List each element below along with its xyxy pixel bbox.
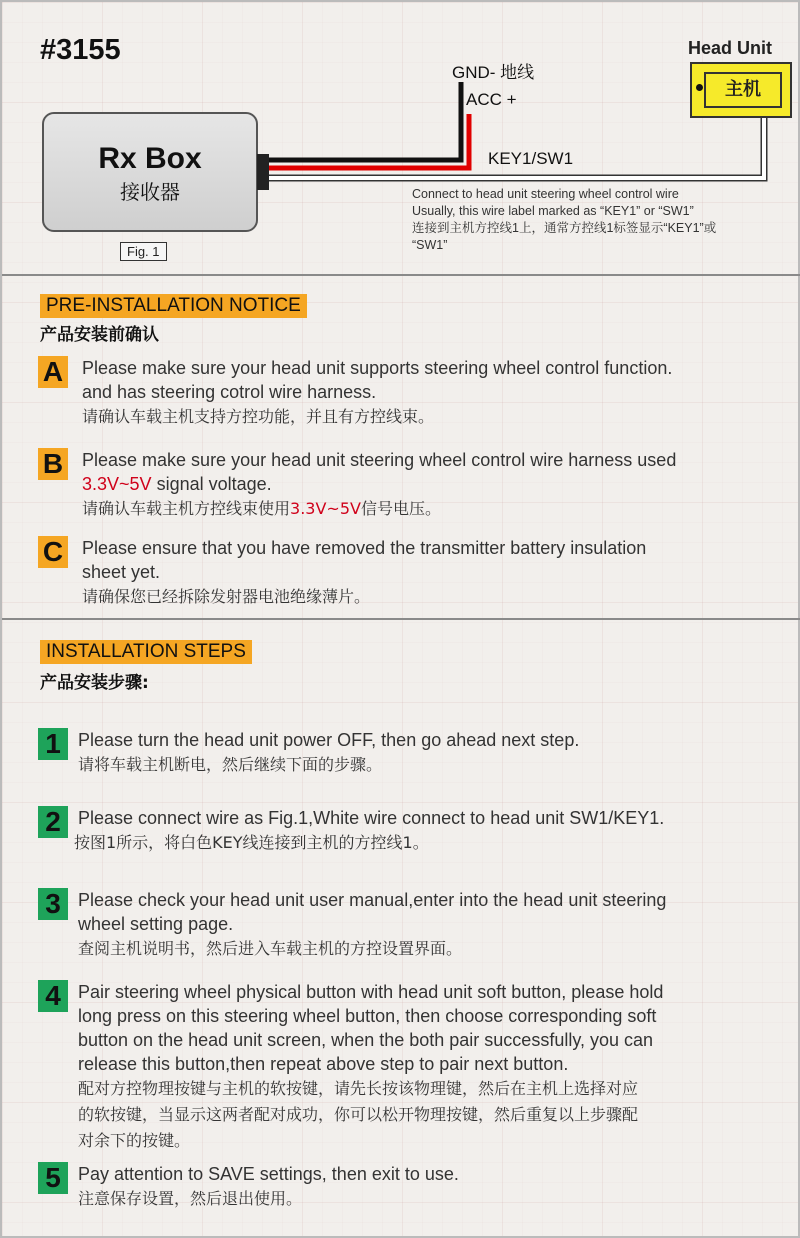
rx-box-title: Rx Box [98, 142, 202, 175]
step-badge-4: 4 [38, 980, 68, 1012]
step-text: wheel setting page. [78, 914, 234, 934]
section-divider [2, 274, 800, 276]
voltage-highlight-cn: 3.3V~5V [290, 499, 361, 518]
pre-install-title: PRE-INSTALLATION NOTICE [40, 294, 307, 318]
step-text: Please connect wire as Fig.1,White wire connect to head unit SW1/KEY1. [78, 808, 665, 828]
step-text: Please check your head unit user manual,enter into the head unit steering [78, 890, 667, 910]
acc-label: ACC + [466, 90, 517, 109]
pre-install-subtitle: 产品安装前确认 [40, 325, 159, 345]
notice-text [82, 472, 790, 496]
notice-text: and has steering cotrol wire harness. [82, 382, 377, 402]
rx-box [42, 112, 258, 232]
head-unit-label: 主机 [704, 72, 782, 108]
step-badge-1: 1 [38, 728, 68, 760]
wire-note-line: 连接到主机方控线1上，通常方控线1标签显示“KEY1”或 [412, 221, 717, 235]
head-unit-box [690, 62, 792, 118]
step-text-cn: 注意保存设置，然后退出使用。 [78, 1189, 303, 1208]
notice-item-a [38, 356, 790, 430]
step-text: button on the head unit screen, when the both pair successfully, you can [78, 1030, 654, 1050]
notice-badge-c: C [38, 536, 68, 568]
notice-item-c [38, 536, 790, 610]
install-title: INSTALLATION STEPS [40, 640, 252, 664]
install-subtitle: 产品安装步骤: [40, 673, 149, 693]
step-text-cn: 查阅主机说明书，然后进入车载主机的方控设置界面。 [78, 939, 463, 958]
key1-label: KEY1/SW1 [488, 149, 574, 168]
notice-text-cn [82, 496, 790, 522]
step-badge-3: 3 [38, 888, 68, 920]
step-text-cn: 请将车载主机断电，然后继续下面的步骤。 [78, 755, 383, 774]
notice-text-cn: 请确认车载主机支持方控功能，并且有方控线束。 [82, 407, 435, 426]
step-text: Pair steering wheel physical button with head unit soft button, please hold [78, 982, 664, 1002]
step-1 [38, 728, 790, 778]
model-number: #3155 [40, 34, 121, 66]
step-text: Please turn the head unit power OFF, then go ahead next step. [78, 730, 580, 750]
rx-box-connector [257, 154, 269, 190]
gnd-wire [268, 82, 461, 160]
notice-item-b [38, 448, 790, 522]
wire-note-line: Usually, this wire label marked as “KEY1” or “SW1” [412, 204, 694, 218]
rx-box-title-cn: 接收器 [120, 180, 180, 204]
step-text: release this button,then repeat above step to pair next button. [78, 1054, 569, 1074]
step-2 [38, 806, 790, 856]
step-text-cn: 按图1所示，将白色KEY线连接到主机的方控线1。 [74, 833, 429, 852]
voltage-highlight: 3.3V~5V [82, 474, 152, 494]
notice-text: Please make sure your head unit steering wheel control wire harness used [82, 450, 677, 470]
notice-text: Please make sure your head unit supports steering wheel control function. [82, 358, 673, 378]
notice-text-rest: signal voltage. [151, 474, 272, 494]
gnd-label: GND- 地线 [452, 63, 535, 82]
step-text: long press on this steering wheel button, then choose corresponding soft [78, 1006, 657, 1026]
step-badge-5: 5 [38, 1162, 68, 1194]
notice-text: Please ensure that you have removed the transmitter battery insulation [82, 538, 647, 558]
notice-text-cn: 请确保您已经拆除发射器电池绝缘薄片。 [82, 587, 371, 606]
head-unit-dot [696, 84, 703, 91]
wire-note-line: Connect to head unit steering wheel control wire [412, 187, 679, 201]
step-4 [38, 980, 790, 1154]
step-5 [38, 1162, 790, 1212]
step-badge-2: 2 [38, 806, 68, 838]
notice-badge-b: B [38, 448, 68, 480]
wire-note-line: “SW1” [412, 238, 448, 252]
notice-text-cn-post: 信号电压。 [360, 499, 441, 518]
notice-text-cn-pre: 请确认车载主机方控线束使用 [82, 499, 291, 518]
step-text-cn: 对余下的按键。 [78, 1131, 191, 1150]
step-text-cn: 的软按键，当显示这两者配对成功，你可以松开物理按键，然后重复以上步骤配 [78, 1105, 639, 1124]
head-unit-title: Head Unit [688, 38, 773, 58]
wire-note [412, 186, 800, 254]
step-3 [38, 888, 790, 962]
section-divider [2, 618, 800, 620]
step-text-cn: 配对方控物理按键与主机的软按键，请先长按该物理键，然后在主机上选择对应 [78, 1079, 639, 1098]
figure-label: Fig. 1 [120, 242, 167, 261]
notice-text: sheet yet. [82, 562, 161, 582]
step-text: Pay attention to SAVE settings, then exit to use. [78, 1164, 459, 1184]
notice-badge-a: A [38, 356, 68, 388]
